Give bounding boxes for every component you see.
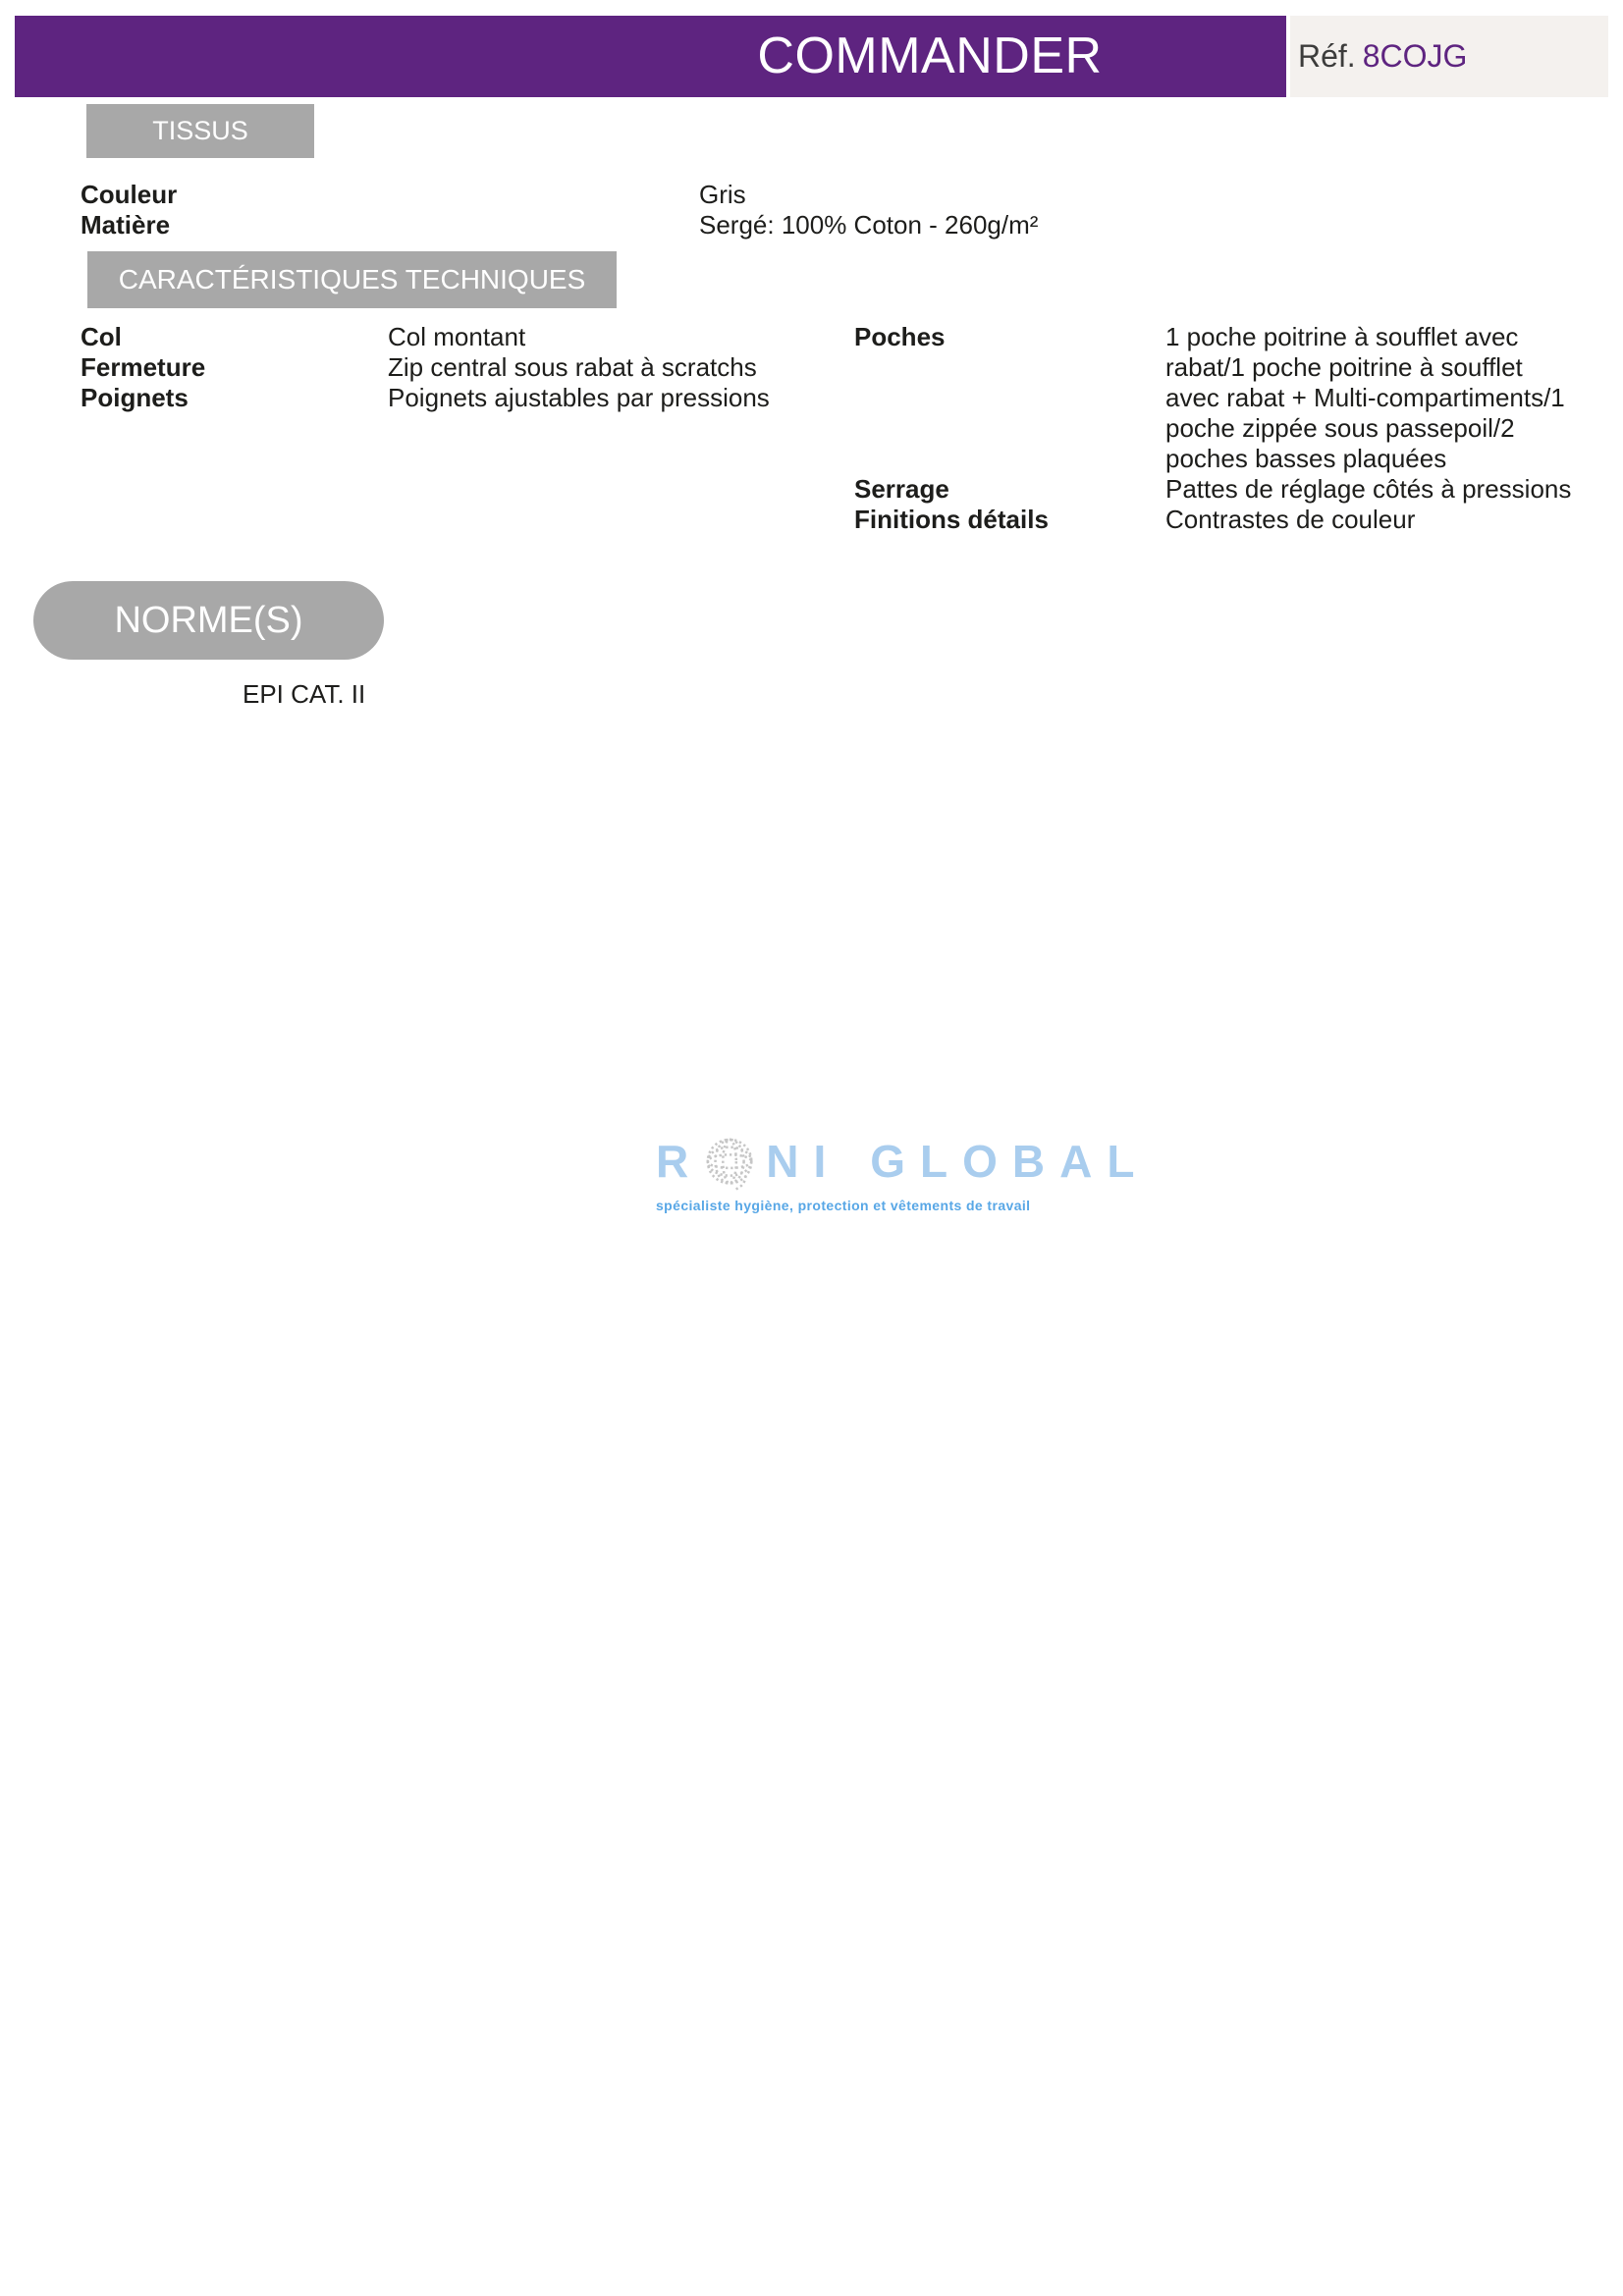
row-value: Pattes de réglage côtés à pressions bbox=[1165, 474, 1572, 504]
brand-watermark bbox=[656, 1137, 1149, 1213]
tissus-table bbox=[81, 180, 1504, 240]
brand-tagline: spécialiste hygiène, protection et vêtements de travail bbox=[656, 1198, 1031, 1213]
norme-value: EPI CAT. II bbox=[243, 679, 366, 709]
reference-box bbox=[1290, 16, 1608, 97]
brand-letter-r: R bbox=[656, 1136, 704, 1187]
row-value: Gris bbox=[699, 180, 746, 209]
brand-letters-ni: NI bbox=[766, 1136, 841, 1187]
caracteristiques-right-table bbox=[854, 322, 1582, 535]
brand-logo bbox=[656, 1137, 1149, 1194]
row-label: Finitions détails bbox=[854, 505, 1049, 534]
reference-label: Réf. bbox=[1298, 38, 1356, 74]
row-value: Col montant bbox=[388, 322, 526, 351]
row-value: 1 poche poitrine à soufflet avec rabat/1 poche poitrine à soufflet avec rabat + Multi-compartiments/1 poche zippée sous passepoil/2 poches basses plaquées bbox=[1165, 322, 1565, 473]
row-label: Fermeture bbox=[81, 352, 206, 382]
row-label: Poches bbox=[854, 322, 946, 351]
row-value: Zip central sous rabat à scratchs bbox=[388, 352, 757, 382]
row-label: Col bbox=[81, 322, 122, 351]
row-label: Poignets bbox=[81, 383, 189, 412]
page-title: COMMANDER bbox=[757, 27, 1103, 84]
section-header-tissus: TISSUS bbox=[86, 104, 314, 158]
row-value: Contrastes de couleur bbox=[1165, 505, 1416, 534]
caracteristiques-left-table bbox=[81, 322, 830, 413]
row-label: Matière bbox=[81, 210, 171, 240]
section-header-caracteristiques: CARACTÉRISTIQUES TECHNIQUES bbox=[87, 251, 617, 308]
brand-word-global: GLOBAL bbox=[870, 1136, 1150, 1187]
row-value: Sergé: 100% Coton - 260g/m² bbox=[699, 210, 1039, 240]
section-header-normes: NORME(S) bbox=[33, 581, 384, 660]
globe-icon bbox=[703, 1137, 760, 1194]
reference-value: 8COJG bbox=[1362, 38, 1468, 74]
row-label: Couleur bbox=[81, 180, 178, 209]
row-label: Serrage bbox=[854, 474, 949, 504]
row-value: Poignets ajustables par pressions bbox=[388, 383, 770, 412]
